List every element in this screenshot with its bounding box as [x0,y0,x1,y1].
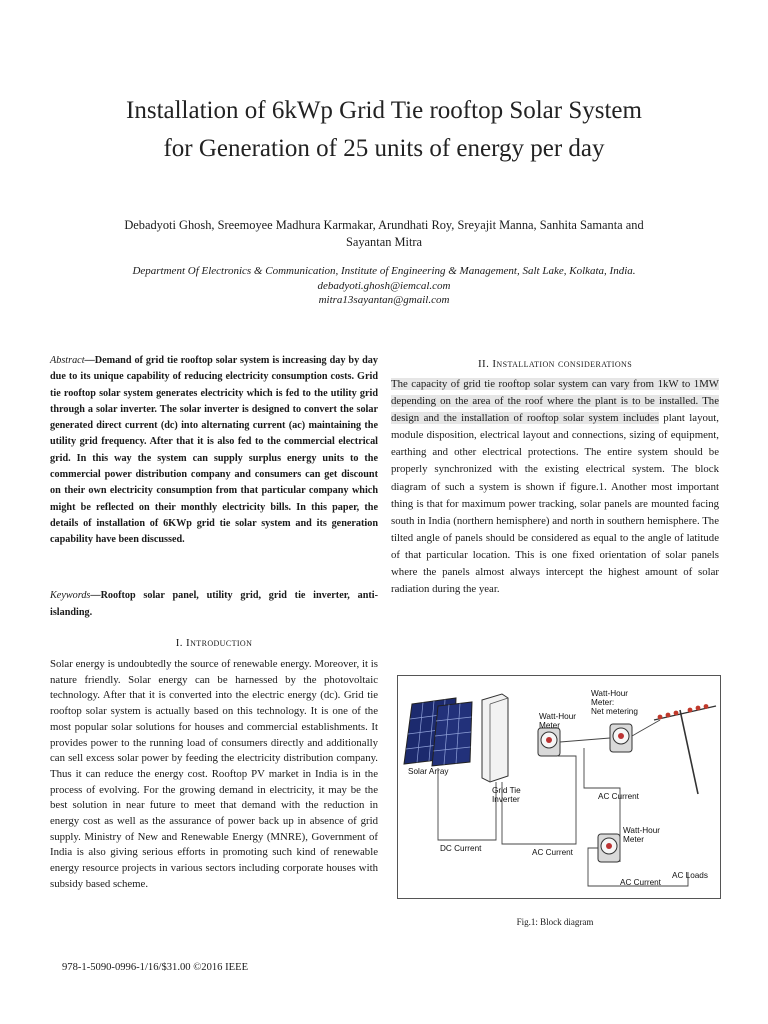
watt-hour-meter-icon-3 [598,834,620,862]
connection-wires [438,720,688,886]
label-meter1-line-2: Meter [539,721,560,730]
block-diagram-drawing [398,676,720,898]
abstract-dash: — [84,355,95,366]
label-inverter-line-1: Grid Tie [492,786,521,795]
label-dc-current: DC Current [440,844,482,853]
block-diagram-figure [397,675,721,899]
paper-title [60,92,708,168]
keywords [50,588,378,622]
affiliation-block [60,264,708,308]
solar-array-icon-2 [432,702,472,766]
label-inverter-line-2: Inverter [492,795,520,804]
installation-highlighted-text: The capacity of grid tie rooftop solar system can vary from 1kW to 1MW depending on the area of the roof where the plant is to be installed. The design and the installation of rooftop solar system includes [391,378,719,425]
keywords-dash: — [90,590,101,601]
label-ac-loads: AC Loads [672,871,708,880]
label-meter2-line-2: Meter: [591,698,615,707]
label-meter1-line-1: Watt-Hour [539,712,576,721]
copyright-footer: 978-1-5090-0996-1/16/$31.00 ©2016 IEEE [62,962,249,973]
department: Department Of Electronics & Communication, Institute of Engineering & Management, Salt Lake, Kolkata, India. [132,265,636,277]
figure-caption: Fig.1: Block diagram [516,917,594,927]
abstract-label: Abstract [50,355,85,366]
authors-line-2: Sayantan Mitra [345,235,423,249]
utility-pole-icon [654,704,716,794]
keywords-text: Rooftop solar panel, utility grid, grid tie inverter, anti-islanding. [50,590,378,618]
label-meter3-line-2: Meter [623,835,644,844]
title-line-2: for Generation of 25 units of energy per day [163,135,605,162]
author-email-1: debadyoti.ghosh@iemcal.com [317,279,451,292]
label-solar-array: Solar Array [408,767,449,776]
authors-line-1: Debadyoti Ghosh, Sreemoyee Madhura Karmakar, Arundhati Roy, Sreyajit Manna, Sanhita Samanta and [124,218,644,232]
abstract [50,353,378,549]
section-heading-introduction: I. Introduction [175,637,253,649]
label-ac-current-3: AC Current [620,878,661,887]
installation-body-text: plant layout, module disposition, electrical layout and connections, sizing of equipment, earthing and other electrical protections. The entire system should be properly synchronized with the existing electrical system. The block diagram of such a system is shown if figure.1. Another most important thing is that for maximum power tracking, solar panels are mounted facing south in India (northern hemisphere) and north in southern hemisphere. The tilted angle of panels should be considered as equal to the angle of latitude of that particular location. This is one fixed orientation of solar panels where the panels almost always intercept the highest amount of solar radiation during the year. [391,412,719,596]
watt-hour-meter-icon-1 [538,728,560,756]
label-meter3-line-1: Watt-Hour [623,826,660,835]
author-email-2: mitra13sayantan@gmail.com [318,294,450,306]
label-meter2-line-1: Watt-Hour [591,689,628,698]
label-ac-current-2: AC Current [598,792,639,801]
label-ac-current-1: AC Current [532,848,573,857]
grid-tie-inverter-icon [482,694,508,782]
installation-text [391,376,719,598]
abstract-text: Demand of grid tie rooftop solar system is increasing day by day due to its unique capability of reducing electricity consumption costs. Grid tie rooftop solar system generates electricity which is fed to the utility grid through a solar inverter. The solar inverter is designed to convert the solar generated direct current (dc) into alternating current (ac) maintaining the utility grid frequency. After that it is also fed to the commercial electrical grid. In this way the system can supply surplus energy units to the commercial power distribution company and consumers can get discount on their own electricity consumption from that particular company which might be reflected on their monthly electricity bills. In this paper, the details of installation of 6KWp grid tie solar system and its generation capability have been discussed. [50,355,378,546]
section-heading-installation: II. Installation considerations [477,358,633,370]
watt-hour-meter-icon-2 [610,724,632,752]
author-list [80,217,688,251]
label-meter2-line-3: Net metering [591,707,638,716]
title-line-1: Installation of 6kWp Grid Tie rooftop Solar System [126,97,642,124]
introduction-text: Solar energy is undoubtedly the source of renewable energy. Moreover, it is nature friendly. Solar energy can be harnessed by the photovoltaic technology. After that it is converted into the electric energy (dc). Grid tie rooftop solar system is actually based on this technology. It is one of the most popular solar solutions for houses and commercial establishments. It provides power to the running load of consumers directly and additionally can sell excess solar power by feeding the electricity distribution company. Thus it can reduce the energy cost. Rooftop PV market in India is in the process of evolving. For the growing demand in electricity, it may be the best solution in near future to meet that demand with the reduction in energy cost as well as the assurance of power back up in absence of grid supply. Ministry of New and Renewable Energy (MNRE), Government of India is also giving serious efforts in promoting such kind of renewable energy resource projects in various sectors including corporate houses with subsidy based scheme. [50,658,378,890]
keywords-label: Keywords [50,590,91,601]
